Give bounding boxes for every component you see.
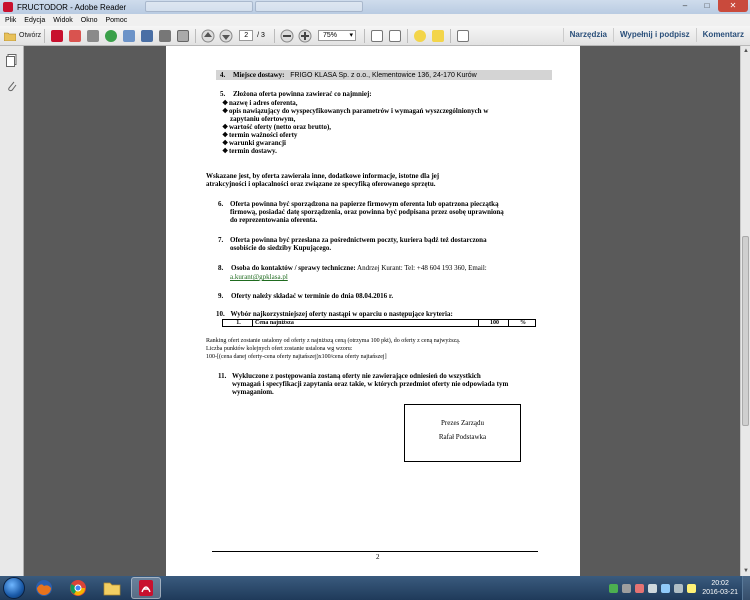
item-8-label: Osoba do kontaktów / sprawy techniczne:: [231, 264, 356, 272]
show-desktop-button[interactable]: [742, 576, 750, 600]
list-item: [222, 99, 298, 107]
item-6-line: Oferta powinna być sporządzona na papierze firmowym oferenta lub opatrzona pieczątką: [230, 200, 499, 208]
fit-width-icon[interactable]: [389, 30, 401, 42]
page-number: 2: [376, 553, 380, 561]
bullet-text: wartość oferty (netto oraz brutto),: [229, 123, 332, 131]
highlight-icon[interactable]: [432, 30, 444, 42]
fit-page-icon[interactable]: [371, 30, 383, 42]
folder-icon: [103, 580, 121, 596]
list-item-continuation: [230, 115, 295, 123]
comment-icon[interactable]: [414, 30, 426, 42]
zoom-select[interactable]: [318, 30, 356, 41]
item-6-num: 6.: [218, 200, 224, 208]
criteria-table-row: [222, 319, 536, 327]
ranking-line: 100-[(cena danej oferty-cena oferty najtańszej)x100/cena oferty najtańszej]: [206, 354, 387, 360]
toolbar-separator: [195, 29, 196, 43]
toolbar-separator: [44, 29, 45, 43]
bullet-icon: ❖: [222, 123, 229, 131]
item-9: [218, 292, 393, 300]
item-8: [218, 264, 552, 272]
close-button[interactable]: ✕: [718, 0, 748, 12]
item-11-num: 11.: [218, 372, 227, 380]
scroll-thumb[interactable]: [742, 236, 749, 426]
menu-widok[interactable]: Widok: [53, 16, 73, 24]
taskbar-firefox[interactable]: [29, 577, 59, 599]
criteria-unit: %: [520, 320, 526, 326]
tray-app-icon[interactable]: [622, 584, 631, 593]
start-button[interactable]: [3, 577, 25, 599]
pdf-page: [166, 46, 580, 576]
item-8-value: Andrzej Kurant: Tel: +48 604 193 360, Email:: [357, 264, 487, 272]
item-9-text: Oferty należy składać w terminie do dnia 08.04.2016 r.: [231, 292, 394, 300]
next-page-icon[interactable]: [219, 29, 233, 43]
adobe-reader-icon: [138, 579, 154, 597]
menu-okno[interactable]: Okno: [80, 16, 98, 24]
page-number-input[interactable]: 2: [239, 30, 253, 41]
previous-page-icon[interactable]: [201, 29, 215, 43]
bullet-text: zapytaniu ofertowym,: [230, 115, 296, 123]
zoom-out-icon[interactable]: [280, 29, 294, 43]
signature-box: [404, 404, 521, 462]
criteria-no: 1.: [223, 320, 253, 326]
criteria-name: Cena najniższa: [253, 320, 479, 326]
comment-pane-button[interactable]: Komentarz: [696, 28, 750, 42]
open-button[interactable]: [4, 28, 41, 44]
ranking-line: Liczba punktów kolejnych ofert zostanie ustalona wg wzoru:: [206, 346, 353, 352]
toolbar-separator: [450, 29, 451, 43]
contact-email-link[interactable]: a.kurant@gpklasa.pl: [230, 273, 288, 281]
list-item: [222, 123, 331, 131]
item-10-text: Wybór najkorzystniejszej oferty nastąpi w oparciu o następujące kryteria:: [230, 310, 453, 318]
criteria-weight: 100: [479, 320, 509, 326]
navigation-panel: [0, 46, 24, 576]
item-6-line: firmową, posiadać datę sporządzenia, oraz powinna być podpisana przez osobę uprawnioną: [230, 208, 504, 216]
vertical-scrollbar[interactable]: [740, 46, 750, 576]
menu-plik[interactable]: Plik: [5, 16, 17, 24]
item-9-num: 9.: [218, 292, 224, 300]
fill-sign-pane-button[interactable]: Wypełnij i podpisz: [613, 28, 696, 42]
page-thumbnails-icon[interactable]: [6, 54, 18, 67]
email-icon[interactable]: [177, 30, 189, 42]
ranking-line: Ranking ofert zostanie ustalony od oferty z najniższą ceną (otrzyma 100 pkt), do oferty z ceną najwyższą.: [206, 338, 461, 344]
print-icon[interactable]: [159, 30, 171, 42]
clock-date: 2016-03-21: [702, 589, 738, 596]
taskbar-explorer[interactable]: [97, 577, 127, 599]
item-4-num: 4.: [220, 71, 226, 79]
bullet-text: warunki gwarancji: [229, 139, 286, 147]
export-icon[interactable]: [123, 30, 135, 42]
bullet-text: nazwę i adres oferenta,: [229, 99, 298, 107]
bullet-icon: ❖: [222, 147, 229, 155]
toolbar: [0, 26, 750, 46]
note-line-2: atrakcyjności i opłacalności oraz związane ze specyfiką oferowanego sprzętu.: [206, 180, 436, 188]
window-thumb-2[interactable]: [255, 1, 363, 12]
edit-icon[interactable]: [87, 30, 99, 42]
toolbar-separator: [364, 29, 365, 43]
share-icon[interactable]: [105, 30, 117, 42]
adobe-reader-icon: [3, 2, 13, 12]
chevron-down-icon: ▾: [349, 32, 353, 39]
network-icon[interactable]: [661, 584, 670, 593]
volume-icon[interactable]: [674, 584, 683, 593]
save-icon[interactable]: [141, 30, 153, 42]
bullet-text: termin dostawy.: [229, 147, 277, 155]
item-5-num: 5.: [220, 90, 226, 98]
item-11-line: wymagań i specyfikacji zapytania oraz takie, w których przedmiot oferty nie odpowiada tym: [232, 380, 509, 388]
bullet-text: opis nawiązujący do wyspecyfikowanych parametrów i wymagań wyszczególnionych w: [229, 107, 489, 115]
taskbar-adobe-reader[interactable]: [131, 577, 161, 599]
scroll-down-icon[interactable]: ▼: [743, 568, 749, 574]
item-11-line: wymaganiom.: [232, 388, 274, 396]
item-4-label: Miejsce dostawy:: [233, 71, 285, 79]
list-item: [222, 139, 286, 147]
tools-pane-button[interactable]: Narzędzia: [563, 28, 613, 42]
toolbar-separator: [274, 29, 275, 43]
bullet-icon: ❖: [222, 139, 229, 147]
window-thumb-1[interactable]: [145, 1, 253, 12]
taskbar-chrome[interactable]: [63, 577, 93, 599]
task-panes: [563, 28, 750, 42]
footer-rule: [212, 551, 538, 552]
item-4-value: FRIGO KLASA Sp. z o.o., Klementowice 136, 24-170 Kurów: [290, 72, 477, 79]
item-4: [216, 70, 552, 80]
note-line-1: Wskazane jest, by oferta zawierała inne, dodatkowe informacje, istotne dla jej: [206, 172, 440, 180]
item-10: [216, 310, 453, 318]
show-hidden-icon[interactable]: [648, 584, 657, 593]
zoom-in-icon[interactable]: [298, 29, 312, 43]
list-item: [222, 131, 297, 139]
flag-icon[interactable]: [687, 584, 696, 593]
open-label: Otwórz: [19, 32, 42, 39]
minimize-button[interactable]: –: [682, 1, 688, 10]
folder-icon: [4, 31, 16, 41]
signature-name: Rafał Podstawka: [438, 433, 487, 441]
clock-time: 20:02: [711, 580, 729, 587]
list-item: [222, 107, 552, 115]
item-8-num: 8.: [218, 264, 224, 272]
scroll-up-icon[interactable]: ▲: [743, 48, 749, 54]
create-pdf-icon[interactable]: [51, 30, 63, 42]
menu-edycja[interactable]: Edycja: [24, 16, 46, 24]
item-6-line: do reprezentowania oferenta.: [230, 216, 318, 224]
tray-app-icon[interactable]: [635, 584, 644, 593]
item-7-line: osobiście do siedziby Kupującego.: [230, 244, 332, 252]
bullet-text: termin ważności oferty: [229, 131, 298, 139]
list-item: [222, 147, 277, 155]
tray-app-icon[interactable]: [609, 584, 618, 593]
window-title: FRUCTODOR - Adobe Reader: [17, 2, 127, 12]
menu-pomoc[interactable]: Pomoc: [105, 16, 128, 24]
item-5-heading: [220, 90, 372, 98]
window-controls: [674, 0, 748, 12]
taskbar: [0, 576, 750, 600]
bullet-icon: ❖: [222, 131, 229, 139]
maximize-button[interactable]: □: [704, 1, 710, 10]
clock[interactable]: [702, 579, 738, 597]
zoom-value: 75%: [322, 32, 337, 39]
expand-icon[interactable]: [457, 30, 469, 42]
item-10-num: 10.: [216, 310, 225, 318]
firefox-icon: [35, 579, 53, 597]
combine-files-icon[interactable]: [69, 30, 81, 42]
item-7-num: 7.: [218, 236, 224, 244]
toolbar-separator: [407, 29, 408, 43]
menu-bar: [0, 14, 750, 26]
attachments-icon[interactable]: [6, 80, 18, 93]
signature-role: Prezes Zarządu: [441, 419, 484, 427]
page-total: / 3: [257, 32, 265, 39]
system-tray: [607, 576, 750, 600]
item-5-heading-text: Złożona oferta powinna zawierać co najmniej:: [233, 90, 372, 98]
bullet-icon: ❖: [222, 99, 229, 107]
window-titlebar: [0, 0, 750, 14]
window-thumbnails: [145, 1, 363, 12]
item-7-line: Oferta powinna być przesłana za pośrednictwem poczty, kuriera bądź też dostarczona: [230, 236, 487, 244]
chrome-icon: [69, 579, 87, 597]
item-11-line: Wykluczone z postępowania zostaną oferty nie zawierające odniesień do wszystkich: [232, 372, 481, 380]
bullet-icon: ❖: [222, 107, 229, 115]
